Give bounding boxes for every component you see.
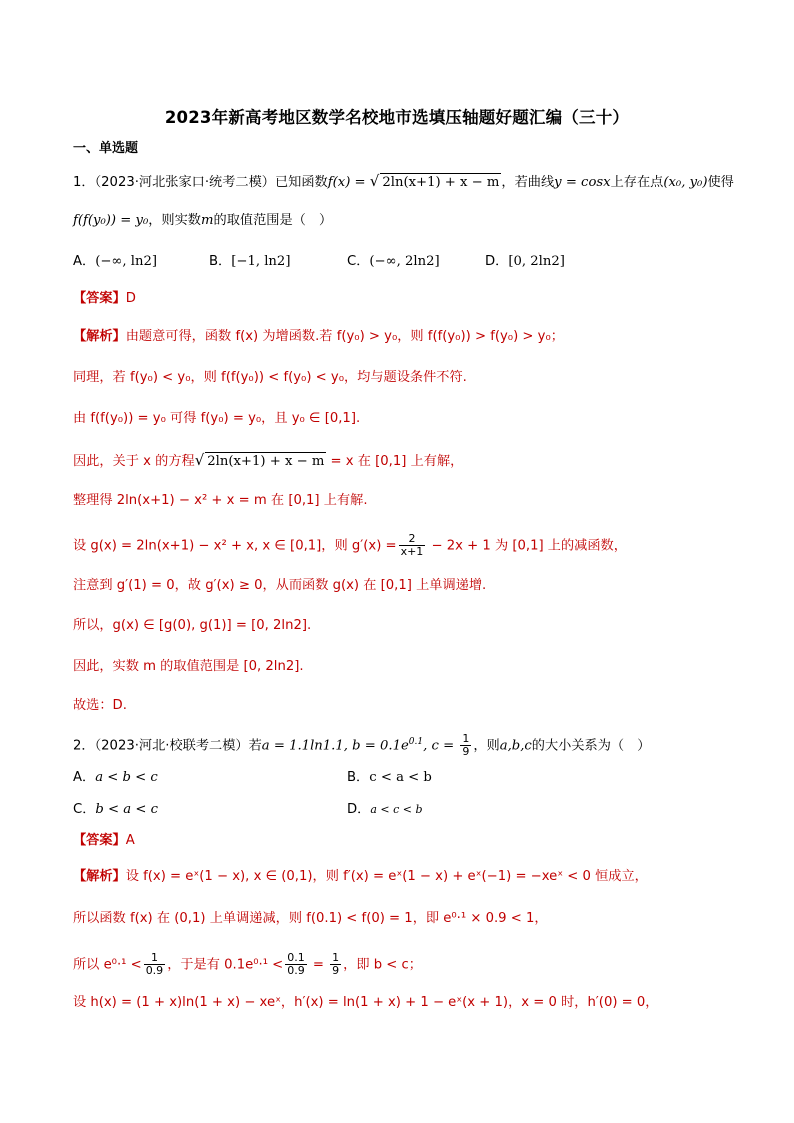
q1-line2-text: ，则实数 — [148, 213, 201, 228]
q1-analysis-8: 所以，g(x) ∈ [g(0), g(1)] = [0, 2ln2]. — [73, 618, 312, 633]
q1-stem-line1 — [73, 172, 773, 192]
q2-analysis-1: 【解析】设 f(x) = eˣ(1 − x), x ∈ (0,1)，则 f′(x) = eˣ(1 − x) + eˣ(−1) = −xeˣ < 0 恒成立， — [73, 869, 648, 884]
q1-func: f(x) = — [327, 175, 370, 190]
q1-stem-b: ，若曲线 — [501, 175, 555, 190]
q1-stem-d: 使得 — [707, 175, 734, 190]
q2-analysis-2: 所以函数 f(x) 在 (0,1) 上单调递减，则 f(0.1) < f(0) = 1，即 e⁰·¹ × 0.9 < 1， — [73, 911, 548, 926]
fraction: $\frac{2}{x+1}$ — [400, 532, 424, 558]
q1-answer — [73, 290, 773, 308]
analysis-tag: 【解析】 — [73, 869, 126, 884]
q1-point: (x₀, y₀) — [663, 175, 708, 190]
q2-analysis-4: 设 h(x) = (1 + x)ln(1 + x) − xeˣ，h′(x) = ln(1 + x) + 1 − eˣ(x + 1)，x = 0 时，h′(0) = 0， — [73, 995, 659, 1010]
q1-analysis-root: 2ln(x+1) + x − m — [207, 454, 325, 469]
q2-answer — [73, 832, 773, 850]
q1-analysis-10: 故选：D. — [73, 698, 127, 713]
q1-analysis-2: 同理，若 f(y₀) < y₀，则 f(f(y₀)) < f(y₀) < y₀，均与题设条件不符. — [73, 370, 467, 385]
q2-option-d: D．a < c < b — [347, 802, 423, 817]
q2-stem: 2．（2023·河北·校联考二模）若a = 1.1ln1.1, $b = 0.1e^{0.1}$, c = $\frac{1}{9}$ ，则a,b,c的大小关系为（ ） — [73, 732, 651, 758]
fraction: $\frac{0.1}{0.9}$ — [287, 951, 305, 977]
q1-analysis-7: 注意到 g′(1) = 0，故 g′(x) ≥ 0，从而函数 g(x) 在 [0,1] 上单调递增. — [73, 578, 487, 593]
q1-option-a: A．(−∞, ln2] — [73, 254, 158, 269]
q1-line2-end: 的取值范围是（ ） — [213, 213, 333, 228]
fraction: $\frac{1}{9}$ — [462, 732, 470, 758]
q1-stem-line2 — [73, 212, 773, 230]
q1-stem-c: 上存在点 — [610, 175, 664, 190]
q1-option-d: D．[0, 2ln2] — [485, 254, 565, 269]
sqrt-icon: √ — [369, 172, 380, 190]
q1-option-c: C．(−∞, 2ln2] — [347, 254, 440, 269]
q2-analysis-3: 所以 e⁰·¹ < $\frac{1}{0.9}$ ，于是有 0.1e⁰·¹ < $\frac{0.1}{0.9}$ = $\frac{1}{9}$ ，即 b < c； — [73, 951, 422, 977]
q2-option-c: C．b < a < c — [73, 802, 158, 817]
q1-line2-expr: f(f(y₀)) = y₀ — [73, 213, 149, 228]
sqrt-icon: √ — [194, 451, 205, 469]
page-title: 2023年新高考地区数学名校地市选填压轴题好题汇编（三十） — [164, 108, 630, 127]
q1-stem-a: 1．（2023·河北张家口·统考二模）已知函数 — [73, 175, 328, 190]
section-heading: 一、单选题 — [73, 141, 139, 156]
q1-analysis-6: 设 g(x) = 2ln(x+1) − x² + x, x ∈ [0,1]，则 g′(x) = $\frac{2}{x+1}$ − 2x + 1 为 [0,1] 上的减函数， — [73, 532, 627, 558]
q1-analysis-3: 由 f(f(y₀)) = y₀ 可得 f(y₀) = y₀，且 y₀ ∈ [0,1]. — [73, 411, 361, 426]
q1-option-b: B．[−1, ln2] — [209, 254, 291, 269]
q2-answer-value: A — [125, 833, 135, 848]
q2-option-a: A．a < b < c — [73, 770, 158, 785]
fraction: $\frac{1}{9}$ — [332, 951, 340, 977]
q1-line2-var: m — [201, 213, 214, 228]
answer-tag: 【答案】 — [73, 833, 126, 848]
q1-analysis-4: 因此，关于 x 的方程√ 2ln(x+1) + x − m = x 在 [0,1] 上有解， — [73, 451, 464, 469]
q1-root: 2ln(x+1) + x − m — [382, 175, 500, 190]
q1-analysis-1: 【解析】由题意可得，函数 f(x) 为增函数.若 f(y₀) > y₀，则 f(f(y₀)) > f(y₀) > y₀； — [73, 329, 564, 344]
q2-option-b: B．c < a < b — [347, 770, 432, 785]
fraction: $\frac{1}{0.9}$ — [145, 951, 164, 977]
q1-curve: y = cosx — [554, 175, 611, 190]
q1-answer-value: D — [125, 291, 136, 306]
q1-analysis-5: 整理得 2ln(x+1) − x² + x = m 在 [0,1] 上有解. — [73, 493, 368, 508]
q1-analysis-9: 因此，实数 m 的取值范围是 [0, 2ln2]. — [73, 659, 304, 674]
q2-expr: a = 1.1ln1.1, b = 0.1e — [261, 738, 409, 754]
answer-tag: 【答案】 — [73, 291, 126, 306]
analysis-tag: 【解析】 — [73, 329, 126, 344]
